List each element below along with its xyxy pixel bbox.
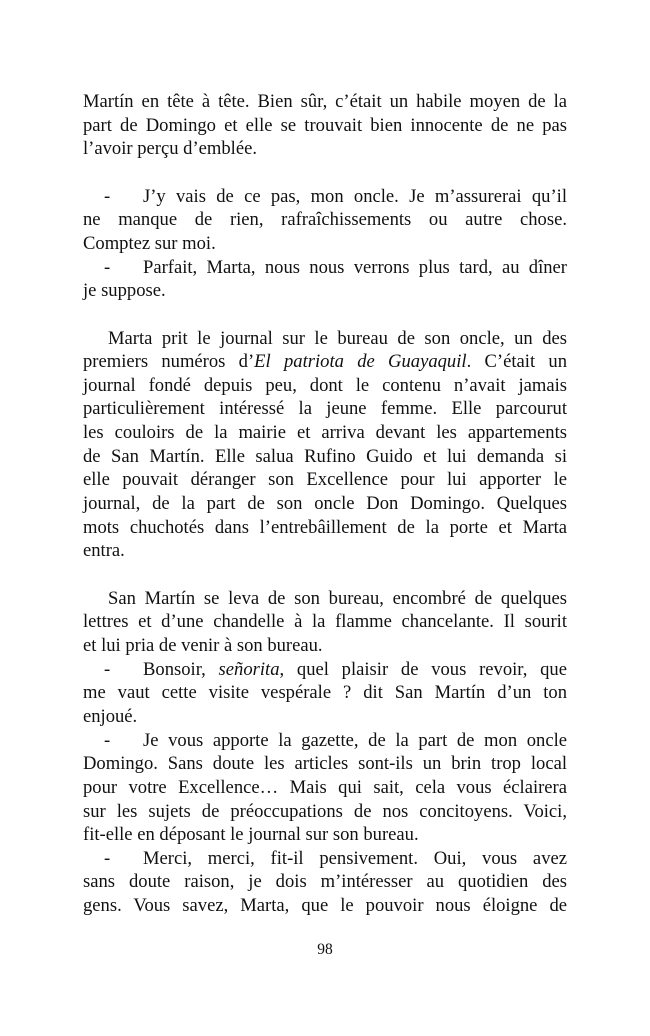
- text-run: pour votre Excellence… Mais qui sait, cela vous éclairera: [83, 776, 567, 798]
- text-run: gens. Vous savez, Marta, que le pouvoir nous éloigne de: [83, 895, 567, 917]
- text-line: [83, 870, 567, 894]
- text-line: [83, 397, 567, 421]
- text-line: [83, 327, 567, 351]
- text-run: premiers numéros d’: [83, 351, 255, 373]
- text-line: [83, 610, 567, 634]
- text-run: elle pouvait déranger son Excellence pour lui apporter le: [83, 469, 567, 491]
- text-line: [83, 516, 567, 540]
- dialogue-text: [143, 256, 567, 280]
- dialogue-dash: -: [104, 256, 111, 278]
- text-line: [83, 894, 567, 918]
- text-run: part de Domingo et elle se trouvait bien innocente de ne pas: [83, 114, 567, 136]
- text-line: [83, 634, 567, 658]
- text-run: sur les sujets de préoccupations de nos concitoyens. Voici,: [83, 800, 567, 822]
- text-line: [83, 587, 567, 611]
- dialogue-text: [143, 729, 567, 753]
- text-line: [83, 208, 567, 232]
- text-run: , quel plaisir de vous revoir, que: [279, 658, 567, 680]
- text-run: et lui pria de venir à son bureau.: [83, 634, 323, 656]
- text-run: de San Martín. Elle salua Rufino Guido et lui demanda si: [83, 445, 567, 467]
- text-line: [83, 823, 567, 847]
- text-line: [83, 539, 567, 563]
- text-run: Parfait, Marta, nous nous verrons plus tard, au dîner: [143, 256, 567, 278]
- text-line: [83, 445, 567, 469]
- text-run: je suppose.: [83, 280, 166, 302]
- text-run: lettres et d’une chandelle à la flamme chancelante. Il sourit: [83, 611, 567, 633]
- text-run: entra.: [83, 540, 125, 562]
- text-line: [83, 90, 567, 114]
- dialogue-text: [143, 847, 567, 871]
- text-run: fit-elle en déposant le journal sur son bureau.: [83, 824, 419, 846]
- text-line: [83, 776, 567, 800]
- text-run: sans doute raison, je dois m’intéresser au quotidien des: [83, 871, 567, 893]
- text-line: [83, 492, 567, 516]
- text-run: Je vous apporte la gazette, de la part de mon oncle: [143, 729, 567, 751]
- dialogue-dash: -: [104, 847, 111, 869]
- text-line: [83, 752, 567, 776]
- text-line: [83, 421, 567, 445]
- text-run: journal fondé depuis peu, dont le contenu n’avait jamais: [83, 374, 567, 396]
- text-line: [83, 705, 567, 729]
- dialogue-dash: -: [104, 658, 111, 680]
- dialogue-dash: -: [104, 729, 111, 751]
- text-run: mots chuchotés dans l’entrebâillement de la porte et Marta: [83, 516, 567, 538]
- text-run: l’avoir perçu d’emblée.: [83, 138, 257, 160]
- text-run: J’y vais de ce pas, mon oncle. Je m’assurerai qu’il: [143, 185, 567, 207]
- text-run: Bonsoir,: [143, 658, 219, 680]
- text-line: [83, 137, 567, 161]
- text-line: [83, 114, 567, 138]
- italic-text: El patriota de Guayaquil: [254, 351, 467, 373]
- text-run: . C’était un: [466, 351, 567, 373]
- text-line: [83, 681, 567, 705]
- text-run: me vaut cette visite vespérale ? dit San Martín d’un ton: [83, 682, 567, 704]
- italic-text: señorita: [218, 658, 280, 680]
- text-run: Merci, merci, fit-il pensivement. Oui, vous avez: [143, 847, 567, 869]
- text-line: [83, 374, 567, 398]
- text-line: [83, 279, 567, 303]
- text-run: journal, de la part de son oncle Don Domingo. Quelques: [83, 493, 567, 515]
- text-line: [83, 468, 567, 492]
- dialogue-dash: -: [104, 185, 111, 207]
- text-run: particulièrement intéressé la jeune femme. Elle parcourut: [83, 398, 567, 420]
- text-run: Martín en tête à tête. Bien sûr, c’était un habile moyen de la: [83, 91, 567, 112]
- text-line: [83, 800, 567, 824]
- text-run: San Martín se leva de son bureau, encombré de quelques: [108, 587, 567, 609]
- page-number: 98: [317, 941, 333, 958]
- text-run: les couloirs de la mairie et arriva devant les appartements: [83, 422, 567, 444]
- text-line: [83, 350, 567, 374]
- text-run: ne manque de rien, rafraîchissements ou autre chose.: [83, 209, 567, 231]
- dialogue-text: [143, 658, 567, 682]
- text-run: Comptez sur moi.: [83, 232, 216, 254]
- text-run: Domingo. Sans doute les articles sont-ils un brin trop local: [83, 753, 567, 775]
- text-run: Marta prit le journal sur le bureau de son oncle, un des: [108, 327, 567, 349]
- text-line: [83, 232, 567, 256]
- text-run: enjoué.: [83, 705, 138, 727]
- dialogue-text: [143, 185, 567, 209]
